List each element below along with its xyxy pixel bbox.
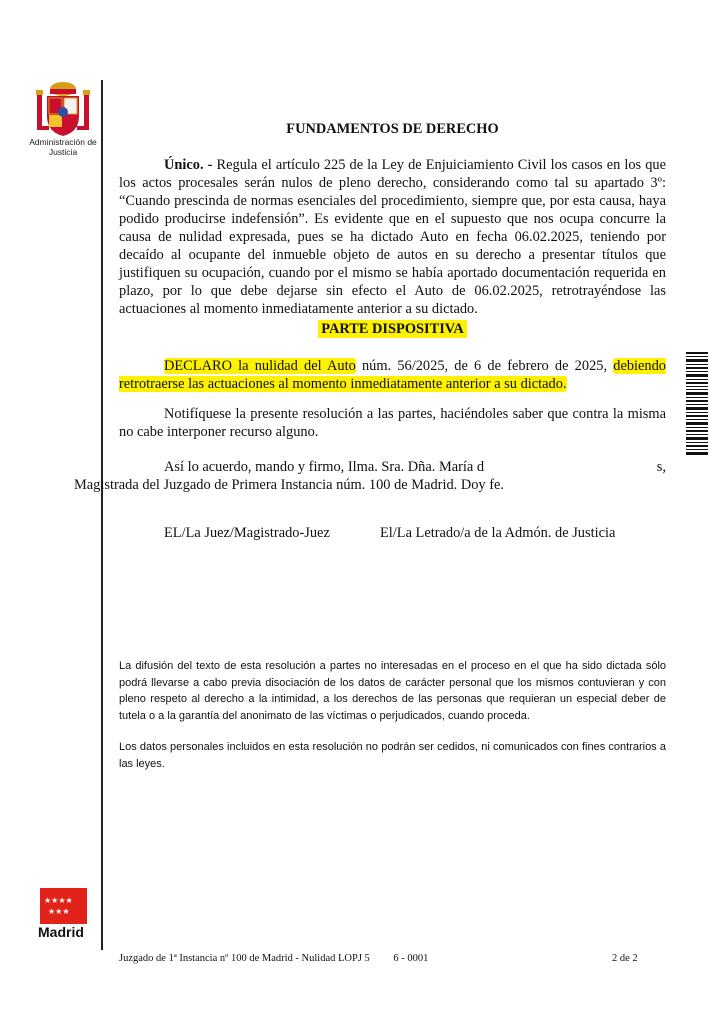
coat-of-arms-logo bbox=[33, 80, 93, 138]
asi-lo-acuerdo-paragraph bbox=[74, 458, 666, 494]
declaro-middle: núm. 56/2025, de 6 de febrero de 2025, bbox=[355, 358, 614, 374]
privacy-notice-1: La difusión del texto de esta resolución a partes no interesadas en el proceso en el que ha sido dictada sólo podrá llevarse a cabo previa disociación de los datos de carácter personal que los mismos contuvieran y con pleno respeto al derecho a la intimidad, a los derechos de las personas que requieran un especial deber de tutela o a la garantía del anonimato de las víctimas o perjudicados, cuando proceda. bbox=[119, 660, 666, 722]
signature-letrado: El/La Letrado/a de la Admón. de Justicia bbox=[380, 525, 616, 541]
asi-text-a: Así lo acuerdo, mando y firmo, Ilma. Sra. Dña. María d bbox=[164, 459, 485, 475]
madrid-label: Madrid bbox=[38, 924, 84, 940]
asi-text-c: Magistrada del Juzgado de Primera Instancia núm. 100 de Madrid. Doy fe. bbox=[74, 477, 504, 493]
admin-justicia-label: Administración de Justicia bbox=[29, 137, 97, 157]
parte-dispositiva-title bbox=[119, 321, 666, 338]
debiendo-highlight: debiendo retrotraerse las actuaciones al momento inmediatamente anterior a su dictado. bbox=[119, 358, 666, 392]
unico-label: Único. - bbox=[164, 157, 213, 173]
footer-court-reference: Juzgado de 1ª Instancia nº 100 de Madrid - Nulidad LOPJ 5 6 - 0001 bbox=[119, 953, 429, 964]
signature-juez: EL/La Juez/Magistrado-Juez bbox=[164, 525, 330, 541]
privacy-notice-2: Los datos personales incluidos en esta resolución no podrán ser cedidos, ni comunicados con fines contrarios a las leyes. bbox=[119, 741, 666, 770]
unico-paragraph bbox=[119, 156, 666, 318]
svg-text:★★★: ★★★ bbox=[48, 907, 70, 916]
declaro-highlight: DECLARO la nulidad del Auto bbox=[164, 358, 356, 374]
barcode bbox=[686, 352, 708, 457]
parte-dispositiva-label: PARTE DISPOSITIVA bbox=[318, 320, 467, 338]
unico-text: Regula el artículo 225 de la Ley de Enjuiciamiento Civil los casos en los que los actos procesales serán nulos de pleno derecho, considerando como tal su apartado 3º: “Cuando prescinda de normas esenciales del procedimiento, siempre que, por esta causa, haya podido producirse indefensión”. Es evidente que en el supuesto que nos ocupa concurre la causa de nulidad expresada, pues se ha dictado Auto en fecha 06.02.2025, teniendo por decaído al ocupante del inmueble objeto de autos en su derecho a presentar títulos que justifiquen su ocupación, cuando por el mismo se había aportado documentación requerida en plazo, por lo que debe dejarse sin efecto el Auto de 06.02.2025, retrotrayéndose las actuaciones al momento inmediatamente anterior a su dictado. bbox=[119, 157, 666, 317]
notifiquese-paragraph: Notifíquese la presente resolución a las partes, haciéndoles saber que contra la misma no cabe interponer recurso alguno. bbox=[119, 406, 666, 440]
svg-text:★★★★: ★★★★ bbox=[44, 896, 73, 905]
madrid-flag-logo bbox=[40, 888, 87, 924]
asi-text-b: s, bbox=[656, 459, 666, 475]
left-vertical-rule bbox=[101, 80, 103, 950]
declaro-paragraph bbox=[119, 357, 666, 393]
fundamentos-title: FUNDAMENTOS DE DERECHO bbox=[286, 121, 499, 137]
page-number: 2 de 2 bbox=[612, 953, 638, 964]
